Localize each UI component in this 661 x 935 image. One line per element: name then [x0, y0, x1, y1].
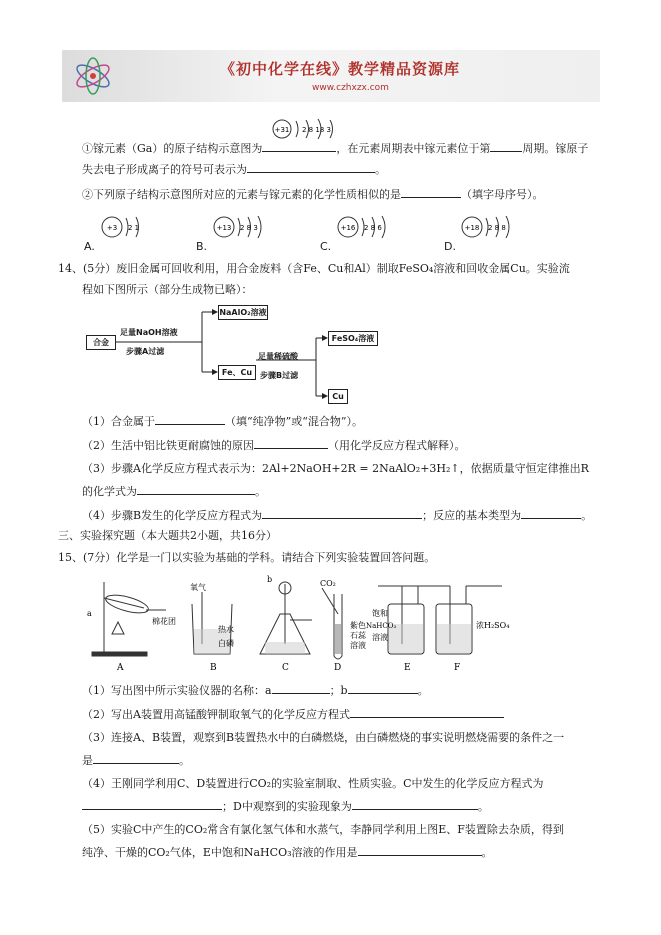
- svg-text:紫色: 紫色: [350, 621, 366, 630]
- gallium-shells-label: 2 8 18 3: [302, 126, 331, 134]
- q14-sub1: （1）合金属于 （填“纯净物”或“混合物”）。: [82, 415, 363, 428]
- q14-s3-blank[interactable]: [137, 483, 255, 495]
- svg-text:2 8 6: 2 8 6: [364, 224, 382, 232]
- q14-sub3-line2: 的化学式为 。: [82, 485, 266, 498]
- q15-apparatus-figure: [82, 574, 512, 674]
- header-banner: [62, 50, 600, 102]
- option-b-letter[interactable]: B.: [196, 240, 208, 253]
- q15-s4-phenomenon-blank[interactable]: [352, 798, 478, 810]
- flow-alloy-box: 合金: [86, 335, 116, 350]
- flow-step-b-reagent: 足量稀硫酸: [258, 352, 298, 361]
- svg-text:白磷: 白磷: [218, 639, 234, 648]
- gallium-nucleus-label: +31: [274, 126, 290, 134]
- similar-element-blank[interactable]: [401, 186, 461, 198]
- banner-title: 《初中化学在线》教学精品资源库: [220, 60, 461, 78]
- q15-sub3-line2: 是 。: [82, 754, 190, 767]
- gallium-atom-diagram: [272, 118, 352, 140]
- apparatus-c: [260, 582, 312, 654]
- q15-stem: 15、(7分）化学是一门以实验为基础的学科。请结合下列实验装置回答问题。: [58, 551, 436, 564]
- gallium-ion-blank[interactable]: [247, 161, 375, 173]
- svg-text:B: B: [210, 663, 217, 673]
- svg-text:溶液: 溶液: [372, 633, 388, 642]
- q13-part1-line1: ①镓元素（Ga）的原子结构示意图为 ，在元素周期表中镓元素位于第 周期。镓原子: [82, 142, 589, 155]
- svg-text:2 8 3: 2 8 3: [240, 224, 258, 232]
- atom-logo-icon: [70, 56, 116, 96]
- q14-sub2: （2）生活中铝比铁更耐腐蚀的原因 （用化学反应方程式解释）。: [82, 439, 466, 452]
- option-a-letter[interactable]: A.: [84, 240, 95, 253]
- q14-sub4: （4）步骤B发生的化学反应方程式为 ；反应的基本类型为 。: [82, 509, 593, 522]
- svg-text:a: a: [87, 609, 92, 618]
- svg-text:浓H₂SO₄: 浓H₂SO₄: [476, 621, 510, 630]
- q15-s4-equation-blank[interactable]: [82, 798, 222, 810]
- q14-sub3-line1: （3）步骤A化学反应方程式表示为：2Al+2NaOH+2R = 2NaAlO₂+3H₂↑，依据质量守恒定律推出R: [82, 462, 589, 475]
- q13-part2-line: ②下列原子结构示意图所对应的元素与镓元素的化学性质相似的是 （填字母序号）。: [82, 188, 544, 201]
- svg-text:+16: +16: [340, 224, 356, 232]
- q15-s3-blank[interactable]: [93, 752, 179, 764]
- flow-step-b-label: 步骤B过滤: [260, 371, 299, 380]
- svg-text:+3: +3: [106, 224, 118, 232]
- q15-s5-blank[interactable]: [358, 844, 482, 856]
- q15-s2-blank[interactable]: [350, 706, 504, 718]
- gallium-diagram-blank[interactable]: [262, 140, 336, 152]
- q15-s1-a-blank[interactable]: [272, 682, 330, 694]
- flow-naalo2-box: NaAlO₂溶液: [218, 305, 268, 320]
- option-c-letter[interactable]: C.: [320, 240, 332, 253]
- flow-fe-cu-box: Fe、Cu: [218, 365, 256, 380]
- svg-text:棉花团: 棉花团: [152, 617, 176, 626]
- q14-stem-line2: 程如下图所示（部分生成物已略）：: [82, 283, 253, 296]
- svg-text:石蕊: 石蕊: [350, 631, 366, 640]
- svg-text:CO₂: CO₂: [320, 579, 336, 588]
- svg-text:氧气: 氧气: [190, 583, 206, 592]
- banner-url: www.czhxzx.com: [312, 83, 389, 93]
- svg-text:NaHCO₃: NaHCO₃: [366, 622, 397, 630]
- q15-sub3-line1: （3）连接A、B装置，观察到B装置热水中的白磷燃烧，由白磷燃烧的事实说明燃烧需要的条件之一: [82, 731, 565, 744]
- svg-text:D: D: [334, 663, 342, 673]
- svg-text:热水: 热水: [218, 625, 234, 634]
- q14-s2-blank[interactable]: [254, 437, 328, 449]
- svg-text:E: E: [404, 663, 411, 673]
- option-a-atom-diagram: [100, 214, 150, 240]
- q15-sub5-line2: 纯净、干燥的CO₂气体，E中饱和NaHCO₃溶液的作用是 。: [82, 846, 493, 859]
- period-blank[interactable]: [490, 140, 522, 152]
- q15-sub4-line1: （4）王刚同学利用C、D装置进行CO₂的实验室制取、性质实验。C中发生的化学反应方程式为: [82, 777, 544, 790]
- q14-s1-blank[interactable]: [155, 413, 225, 425]
- option-d-atom-diagram: [460, 214, 522, 240]
- option-d-letter[interactable]: D.: [444, 240, 456, 253]
- q15-sub2: （2）写出A装置用高锰酸钾制取氧气的化学反应方程式: [82, 706, 504, 723]
- flow-cu-box: Cu: [328, 389, 348, 404]
- q15-sub1: （1）写出图中所示实验仪器的名称：a ；b 。: [82, 684, 429, 697]
- svg-text:2 8 8: 2 8 8: [488, 224, 506, 232]
- svg-text:A: A: [117, 663, 124, 673]
- q14-s4-type-blank[interactable]: [521, 507, 581, 519]
- svg-text:F: F: [454, 663, 461, 673]
- svg-text:b: b: [267, 575, 273, 584]
- svg-text:饱和: 饱和: [372, 609, 388, 618]
- q13-part1-line2: 失去电子形成离子的符号可表示为 。: [82, 163, 386, 176]
- apparatus-d: [322, 588, 342, 659]
- option-c-atom-diagram: [336, 214, 398, 240]
- q15-sub5-line1: （5）实验C中产生的CO₂常含有氯化氢气体和水蒸气，李静同学利用上图E、F装置除去杂质，得到: [82, 823, 564, 836]
- flow-feso4-box: FeSO₄溶液: [328, 331, 378, 346]
- q14-stem-line1: 14、(5分）废旧金属可回收利用，用合金废料（含Fe、Cu和Al）制取FeSO₄溶液和回收金属Cu。实验流: [58, 262, 570, 275]
- svg-text:+13: +13: [216, 224, 232, 232]
- flow-step-a-label: 步骤A过滤: [126, 347, 165, 356]
- option-b-atom-diagram: [212, 214, 274, 240]
- svg-text:2 1: 2 1: [128, 224, 140, 232]
- svg-text:+18: +18: [464, 224, 480, 232]
- q15-s1-b-blank[interactable]: [348, 682, 418, 694]
- section-3-heading: 三、实验探究题（本大题共2小题，共16分）: [58, 529, 277, 542]
- flow-step-a-reagent: 足量NaOH溶液: [120, 328, 178, 337]
- svg-text:C: C: [282, 663, 289, 673]
- q14-s4-equation-blank[interactable]: [262, 507, 422, 519]
- apparatus-e-f: [378, 586, 502, 654]
- svg-text:溶液: 溶液: [350, 641, 366, 650]
- q15-sub4-line2: ；D中观察到的实验现象为 。: [82, 798, 489, 815]
